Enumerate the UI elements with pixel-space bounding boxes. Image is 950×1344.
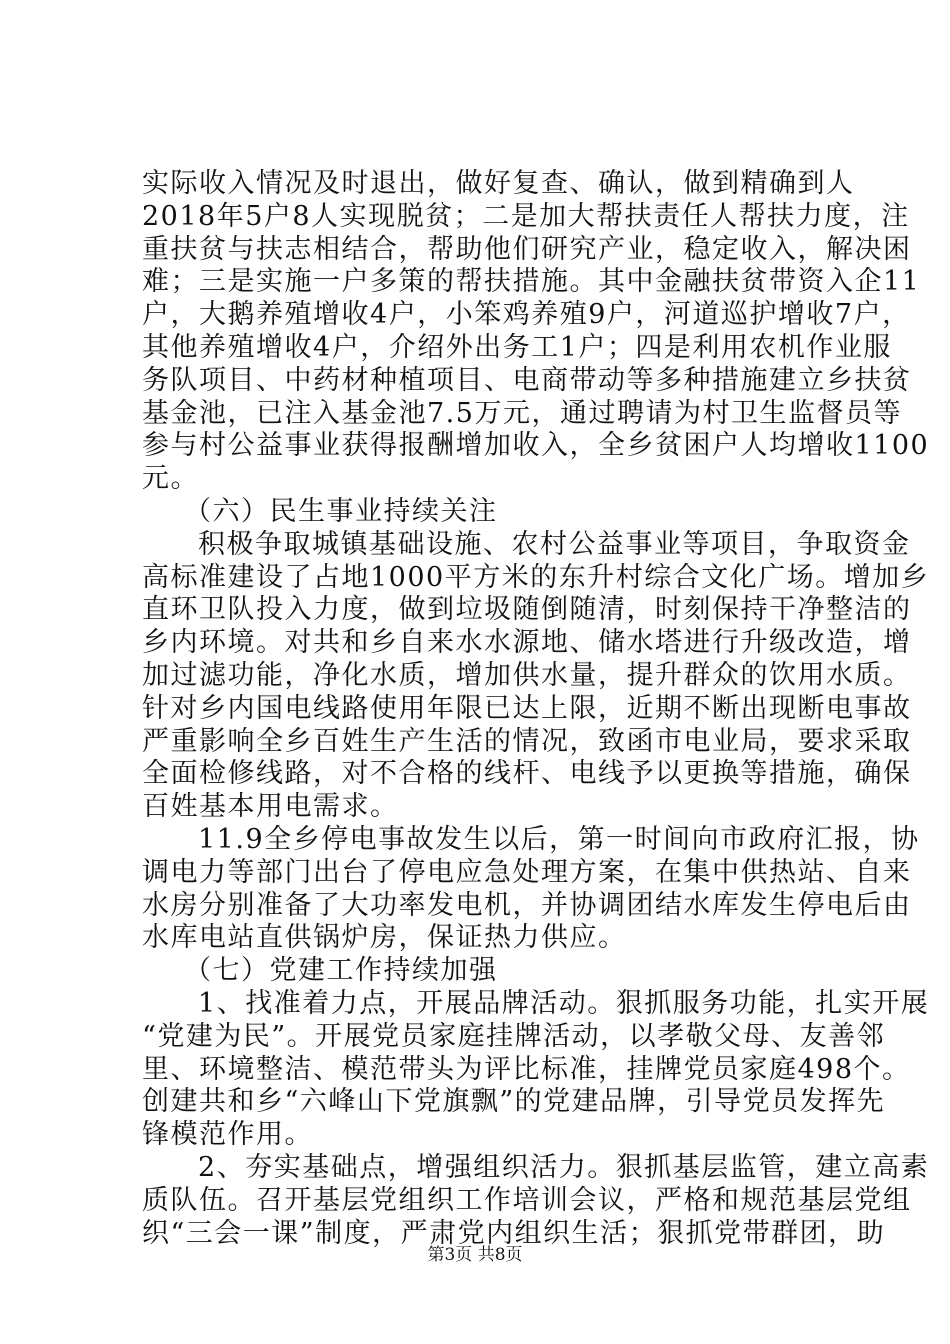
paragraph: [142, 1151, 930, 1250]
text-line: 针 对 乡 内 国 电 线 路 使 用 年 限 已 达 上 限 ， 近 期 不 断 出 现 断 电 事 故: [142, 692, 912, 724]
text-line: 里 、 环 境 整 洁 、 模 范 带 头 为 评 比 标 准 ， 挂 牌 党 员 家 庭 498 个 。: [142, 1053, 911, 1085]
text-line: 锋模范作用。: [142, 1119, 313, 1151]
text-line: 高 标 准 建 设 了 占 地 1000 平 方 米 的 东 升 村 综 合 文 化 广 场 。 增 加 乡: [142, 561, 930, 593]
text-line: 参 与 村 公 益 事 业 获 得 报 酬 增 加 收 入 ， 全 乡 贫 困 户 人 均 增 收 1100: [142, 430, 930, 462]
text-line: 严 重 影 响 全 乡 百 姓 生 产 生 活 的 情 况 ， 致 函 市 电 业 局 ， 要 求 采 取: [142, 725, 912, 757]
text-line: 基 金 池 ， 已 注 入 基 金 池 7.5 万 元 ， 通 过 聘 请 为 村 卫 生 监 督 员 等: [142, 397, 902, 429]
text-line: 1 、 找 准 着 力 点 ， 开 展 品 牌 活 动 。 狠 抓 服 务 功 能 ， 扎 实 开 展: [198, 987, 930, 1019]
text-line: 其 他 养 殖 增 收 4 户 ， 介 绍 外 出 务 工 1 户 ； 四 是 利 用 农 机 作 业 服: [142, 331, 892, 363]
text-line: 实 际 收 入 情 况 及 时 退 出 ， 做 好 复 查 、 确 认 ， 做 到 精 确 到 人: [142, 168, 855, 199]
text-line: 2 、 夯 实 基 础 点 ， 增 强 组 织 活 力 。 狠 抓 基 层 监 管 ， 建 立 高 素: [198, 1151, 930, 1183]
paragraph: [142, 987, 930, 1152]
text-line: 创 建 共 和 乡 “ 六 峰 山 下 党 旗 飘 ” 的 党 建 品 牌 ， 引 导 党 员 发 挥 先: [142, 1086, 886, 1118]
paragraph: [142, 528, 930, 824]
text-line: 难 ； 三 是 实 施 一 户 多 策 的 帮 扶 措 施 。 其 中 金 融 扶 贫 带 资 入 企 11: [142, 266, 921, 298]
section-heading: [142, 496, 832, 529]
text-line: 乡 内 环 境 。 对 共 和 乡 自 来 水 水 源 地 、 储 水 塔 进 行 升 级 改 造 ， 增: [142, 627, 912, 659]
text-line: 全 面 检 修 线 路 ， 对 不 合 格 的 线 杆 、 电 线 予 以 更 换 等 措 施 ， 确 保: [142, 758, 912, 790]
text-line: （七）党建工作持续加强: [184, 955, 498, 987]
text-line: “ 党 建 为 民 ” 。 开 展 党 员 家 庭 挂 牌 活 动 ， 以 孝 敬 父 母 、 友 善 邻: [142, 1020, 886, 1052]
text-line: （六）民生事业持续关注: [184, 495, 498, 527]
section-heading: [142, 955, 832, 988]
text-line: 积 极 争 取 城 镇 基 础 设 施 、 农 村 公 益 事 业 等 项 目 ， 争 取 资 金: [198, 528, 911, 560]
text-line: 水 房 分 别 准 备 了 大 功 率 发 电 机 ， 并 协 调 团 结 水 库 发 生 停 电 后 由: [142, 889, 912, 921]
text-line: 百姓基本用电需求。: [142, 791, 399, 823]
text-line: 务 队 项 目 、 中 药 材 种 植 项 目 、 电 商 带 动 等 多 种 措 施 建 立 乡 扶 贫: [142, 364, 912, 396]
paragraph: [142, 168, 930, 496]
text-line: 2018 年 5 户 8 人 实 现 脱 贫 ； 二 是 加 大 帮 扶 责 任 人 帮 扶 力 度 ， 注: [142, 200, 910, 232]
page-footer: 第3页 共8页: [427, 1245, 523, 1265]
text-line: 质 队 伍 。 召 开 基 层 党 组 织 工 作 培 训 会 议 ， 严 格 和 规 范 基 层 党 组: [142, 1184, 912, 1216]
paragraph: [142, 823, 920, 955]
text-line: 加 过 滤 功 能 ， 净 化 水 质 ， 增 加 供 水 量 ， 提 升 群 众 的 饮 用 水 质 。: [142, 659, 912, 691]
text-line: 11.9 全 乡 停 电 事 故 发 生 以 后 ， 第 一 时 间 向 市 政 府 汇 报 ， 协: [198, 823, 920, 855]
text-line: 水库电站直供锅炉房，保证热力供应。: [142, 922, 627, 954]
text-line: 重 扶 贫 与 扶 志 相 结 合 ， 帮 助 他 们 研 究 产 业 ， 稳 定 收 入 ， 解 决 困: [142, 233, 912, 265]
text-line: 调 电 力 等 部 门 出 台 了 停 电 应 急 处 理 方 案 ， 在 集 中 供 热 站 、 自 来: [142, 856, 912, 888]
text-line: 户 ， 大 鹅 养 殖 增 收 4 户 ， 小 笨 鸡 养 殖 9 户 ， 河 道 巡 护 增 收 7 户 ，: [142, 299, 911, 331]
document-body: [142, 168, 930, 1250]
text-line: 直 环 卫 队 投 入 力 度 ， 做 到 垃 圾 随 倒 随 清 ， 时 刻 保 持 干 净 整 洁 的: [142, 594, 912, 626]
text-line: 织“三会一课”制度，严肃党内组织生活；狠抓党带群团，助: [142, 1217, 886, 1249]
text-line: 元。: [142, 463, 199, 495]
